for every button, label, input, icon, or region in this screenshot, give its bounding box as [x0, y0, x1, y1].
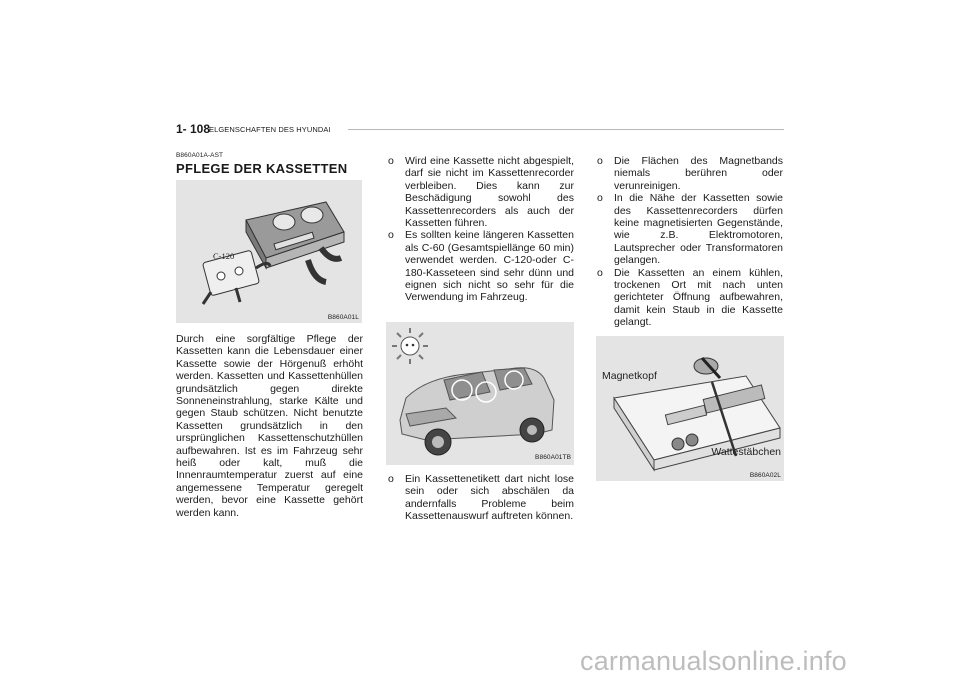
bullet-list-middle-top — [388, 155, 574, 304]
watermark: carmanualsonline.info — [580, 646, 847, 676]
list-item-text: In die Nähe der Kassetten sowie des Kassettenrecorders dürfen keine magnetisierten Gegenstände, wie z.B. Elektromotoren, Lautsprecher oder Transformatoren gelangen. — [614, 192, 783, 267]
figure-code: B860A01L — [327, 314, 359, 321]
list-item — [388, 155, 574, 229]
bullet-marker: o — [597, 155, 603, 167]
cassette-illustration — [176, 180, 362, 323]
bullet-list-right — [597, 155, 783, 329]
figure-code: B860A02L — [749, 472, 781, 479]
bullet-marker: o — [597, 192, 603, 205]
list-item-text: Wird eine Kassette nicht abgespielt, darf sie nicht im Kassettenrecorder verbleiben. Dies kann zur Beschädigung sowohl des Kassettenrecorders als auch der Kassetten führen. — [405, 155, 574, 230]
list-item — [597, 155, 783, 192]
care-paragraph: Durch eine sorgfältige Pflege der Kassetten kann die Lebensdauer einer Kassette sowie der Hörgenuß erhöht werden. Kassetten und Kassettenhüllen grundsätzlich gegen direkte Sonneneinstrahlung, starke Kälte und gegen Staub schützen. Nicht benutzte Kassetten grundsätzlich in den ursprünglichen Kassettenschutzhüllen aufbewahren. Ist es im Fahrzeug sehr heiß oder kalt, muß die Innenraumtemperatur zuerst auf eine angemessene Temperatur geregelt werden, bevor eine Kassette gehört werden kann. — [176, 333, 363, 519]
list-item — [388, 473, 574, 523]
bullet-marker: o — [388, 229, 394, 242]
car-illustration — [386, 322, 574, 465]
list-item-text: Es sollten keine längeren Kassetten als C-60 (Gesamtspiellänge 60 min) verwendet werden. C-120-oder C-180-Kasseteen sind sehr dünn und eignen sich nicht so sehr für die Verwendung im Fahrzeug. — [405, 229, 574, 304]
car-sun-image — [386, 322, 574, 465]
page-number: 1- 108 — [176, 122, 211, 136]
bullet-marker: o — [388, 155, 394, 167]
list-item — [388, 229, 574, 303]
section-title: PFLEGE DER KASSETTEN — [176, 161, 348, 176]
section-header: ELGENSCHAFTEN DES HYUNDAI — [209, 125, 331, 134]
list-item-text: Die Kassetten an einem kühlen, trockenen Ort mit nach unten gerichteter Öffnung aufbewahren, damit kein Staub in die Kassette gelangt. — [614, 266, 783, 329]
list-item — [597, 192, 783, 266]
bullet-marker: o — [388, 473, 394, 485]
list-item-text: Die Flächen des Magnetbands niemals berühren oder verunreinigen. — [614, 155, 783, 192]
list-item — [597, 267, 783, 329]
cassette-deck-image — [596, 336, 784, 481]
sun-icon — [392, 328, 428, 364]
cassette-label: C-120 — [213, 251, 235, 261]
section-code: B860A01A-AST — [176, 152, 224, 159]
figure-code: B860A01TB — [535, 454, 571, 461]
header-rule — [348, 129, 784, 130]
swab-label: Wattestäbchen — [711, 446, 781, 458]
cleaning-illustration — [596, 336, 784, 481]
bullet-list-middle-bottom — [388, 473, 574, 523]
magnet-head-label: Magnetkopf — [602, 370, 657, 382]
bullet-marker: o — [597, 266, 603, 279]
list-item-text: Ein Kassettenetikett dart nicht lose sein oder sich abschälen da andernfalls Probleme beim Kassettenauswurf auftreten können. — [405, 473, 574, 523]
cassette-cartoon-image — [176, 180, 362, 323]
